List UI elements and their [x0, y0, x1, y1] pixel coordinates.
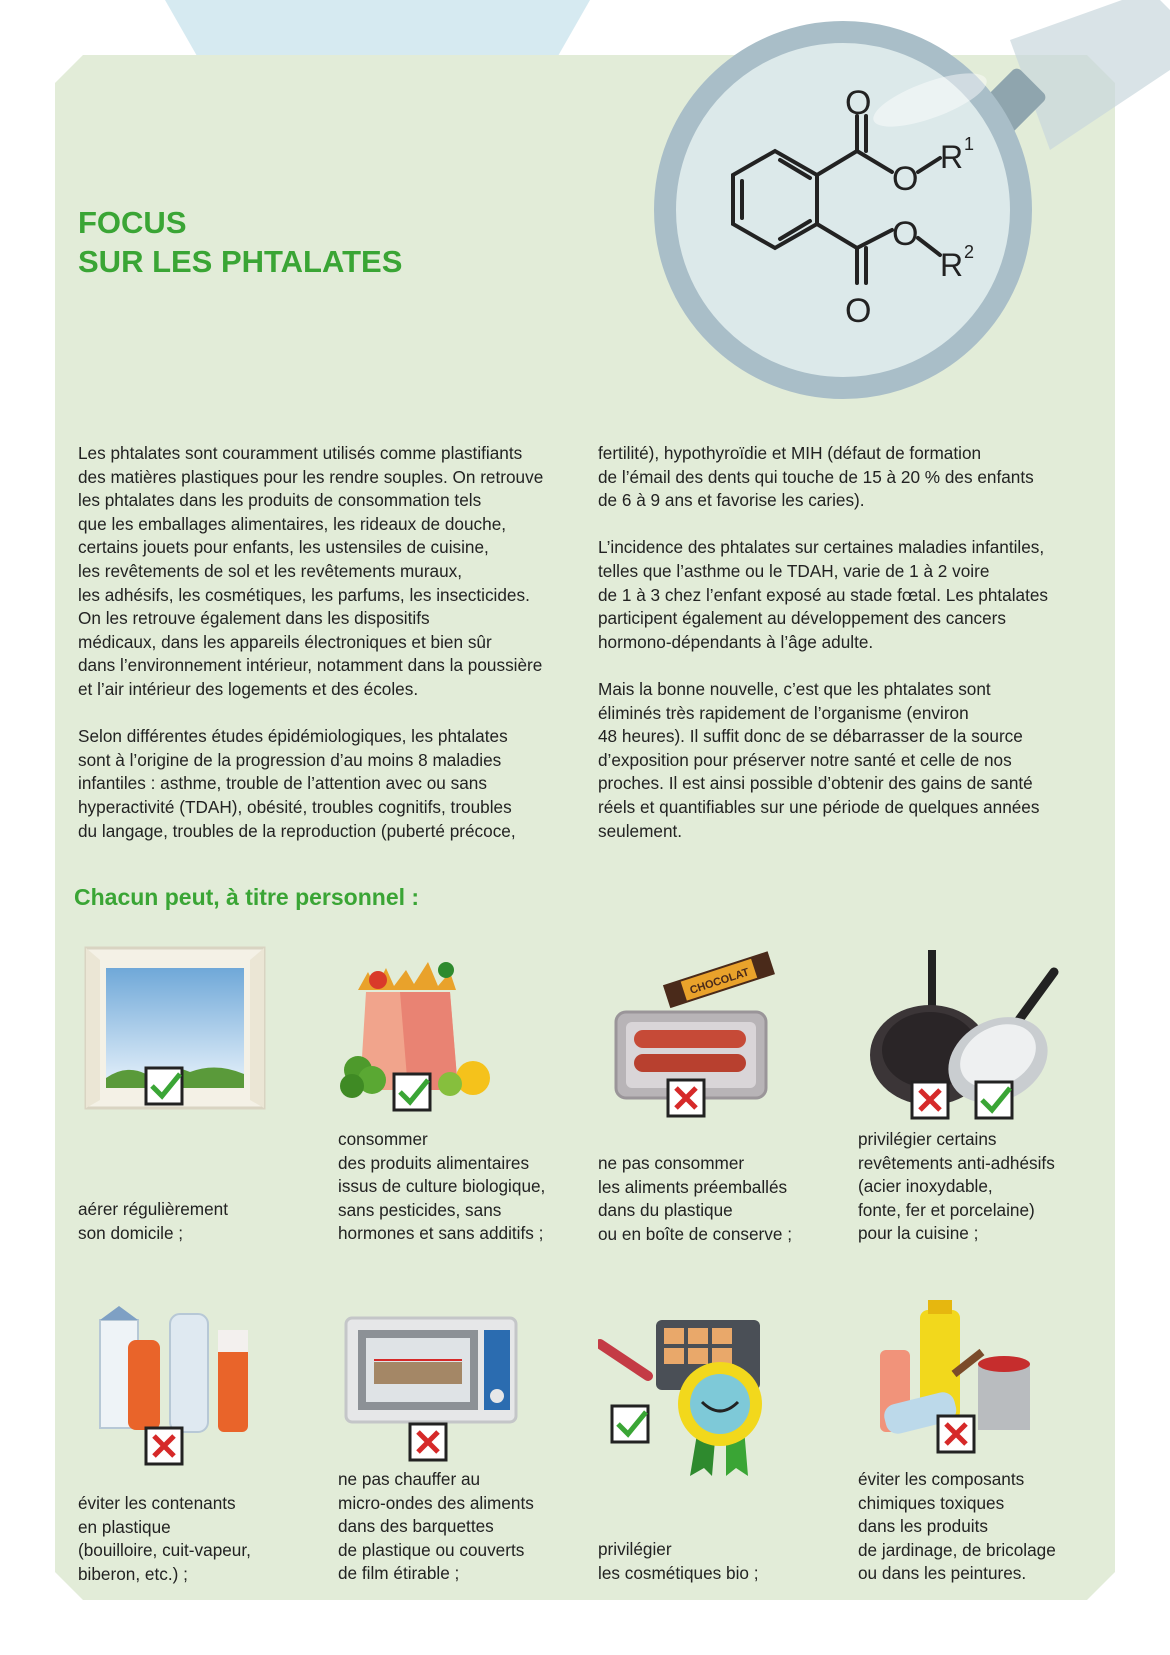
- check-mark-icon: [146, 1068, 182, 1104]
- plastic-bottles-icon: [78, 1300, 328, 1490]
- paragraph: Selon différentes études épidémiologiques, les phtalates sont à l’origine de la progression d’au moins 8 maladies infantiles : asthme, trouble de l’attention avec ou sans hyperactivité (TDAH), obésité, troubles cognitifs, troubles du langage, troubles de la reproduction (puberté précoce,: [78, 726, 516, 841]
- microwave-icon: [338, 1300, 588, 1490]
- chemical-products-icon: [858, 1300, 1108, 1490]
- oxygen-ester-bottom: O: [892, 215, 919, 253]
- chocolate-label: CHOCOLAT: [688, 966, 751, 997]
- tip-caption: privilégier les cosmétiques bio ;: [598, 1539, 759, 1583]
- magnifier-molecule-illustration: [630, 0, 1170, 420]
- oxygen-bottom: O: [845, 292, 872, 330]
- window-icon: [78, 940, 328, 1130]
- check-mark-icon: [612, 1406, 648, 1442]
- paragraph: fertilité), hypothyroïdie et MIH (défaut de formation de l’émail des dents qui touche de 15 à 20 % des enfants de 6 à 9 ans et favorise les caries).: [598, 443, 1034, 511]
- organic-cosmetics-icon: [598, 1300, 848, 1490]
- cross-mark-icon: [912, 1082, 948, 1118]
- title-line-1: FOCUS: [78, 205, 187, 240]
- tip-caption: aérer régulièrement son domicile ;: [78, 1199, 228, 1243]
- text-column-right: [598, 442, 1098, 867]
- tip-caption: ne pas chauffer au micro-ondes des aliments dans des barquettes de plastique ou couverts de film étirable ;: [338, 1469, 534, 1584]
- tip-caption: éviter les contenants en plastique (bouilloire, cuit-vapeur, biberon, etc.) ;: [78, 1493, 251, 1584]
- text-column-left: [78, 442, 588, 867]
- r2-superscript: 2: [964, 242, 975, 262]
- tip-caption: éviter les composants chimiques toxiques dans les produits de jardinage, de bricolage ou dans les peintures.: [858, 1469, 1056, 1584]
- cross-mark-icon: [410, 1424, 446, 1460]
- r1-label: R: [940, 139, 964, 175]
- cross-mark-icon: [938, 1416, 974, 1452]
- grocery-bag-icon: [338, 940, 588, 1130]
- oxygen-ester-top: O: [892, 160, 919, 198]
- packaged-food-icon: [598, 940, 848, 1130]
- page-title: [78, 203, 402, 281]
- title-line-2: SUR LES PHTALATES: [78, 244, 403, 279]
- oxygen-top: O: [845, 84, 872, 122]
- cross-mark-icon: [146, 1428, 182, 1464]
- tip-caption: privilégier certains revêtements anti-adhésifs (acier inoxydable, fonte, fer et porcelaine) pour la cuisine ;: [858, 1129, 1055, 1244]
- check-mark-icon: [976, 1082, 1012, 1118]
- paragraph: L’incidence des phtalates sur certaines maladies infantiles, telles que l’asthme ou le TDAH, varie de 1 à 2 voire de 1 à 3 chez l’enfant exposé au stade fœtal. Les phtalates participent également au développement des cancers hormono-dépendants à l’âge adulte.: [598, 537, 1049, 652]
- section-subtitle: Chacun peut, à titre personnel :: [74, 884, 420, 910]
- paragraph: Les phtalates sont couramment utilisés comme plastifiants des matières plastiques pour les rendre souples. On retrouve les phtalates dans les produits de consommation tels que les emballages alimentaires, les rideaux de douche, certains jouets pour enfants, les ustensiles de cuisine, les revêtements de sol et les revêtements muraux, les adhésifs, les cosmétiques, les parfums, les insecticides. On les retrouve également dans les dispositifs médicaux, dans les appareils électroniques et bien sûr dans l’environnement intérieur, notamment dans la poussière et l’air intérieur des logements et des écoles.: [78, 443, 544, 699]
- paragraph: Mais la bonne nouvelle, c’est que les phtalates sont éliminés très rapidement de l’organisme (environ 48 heures). Il suffit donc de se débarrasser de la source d’exposition pour préserver notre santé et celle de nos proches. Il est ainsi possible d’obtenir des gains de santé réels et quantifiables sur une période de quelques années seulement.: [598, 678, 1040, 841]
- tip-caption: consommer des produits alimentaires issus de culture biologique, sans pesticides, sans hormones et sans additifs ;: [338, 1129, 546, 1244]
- tip-caption: ne pas consommer les aliments préemballés dans du plastique ou en boîte de conserve ;: [598, 1153, 792, 1244]
- check-mark-icon: [394, 1074, 430, 1110]
- r1-superscript: 1: [964, 134, 975, 154]
- cross-mark-icon: [668, 1080, 704, 1116]
- frying-pans-icon: [858, 940, 1108, 1130]
- r2-label: R: [940, 247, 964, 283]
